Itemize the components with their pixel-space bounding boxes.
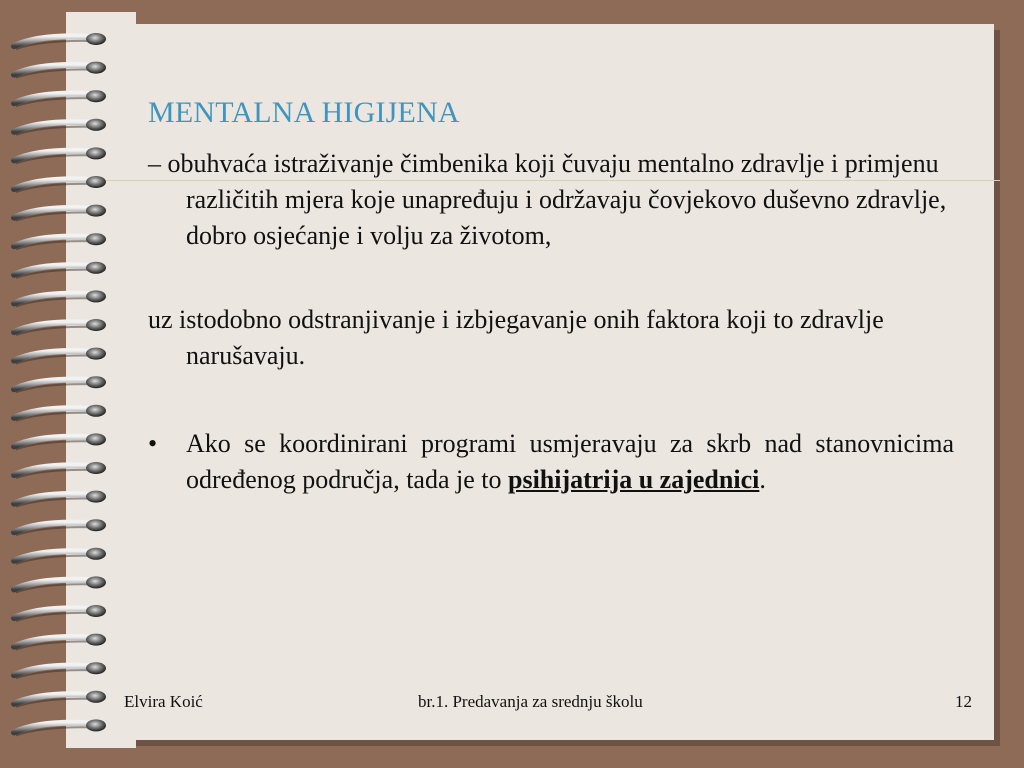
spiral-ring	[14, 662, 106, 678]
spiral-ring	[14, 719, 106, 735]
bullet-text-block	[148, 426, 954, 498]
spiral-ring	[14, 176, 106, 192]
footer-author: Elvira Koić	[124, 692, 203, 711]
footer-page-number: 12	[955, 692, 972, 711]
spiral-ring	[14, 33, 106, 49]
spiral-ring	[14, 519, 106, 535]
spiral-ring	[14, 433, 106, 449]
bullet-suffix: .	[759, 465, 766, 494]
spiral-ring	[14, 319, 106, 335]
slide-paper	[66, 24, 994, 740]
spiral-ring	[14, 634, 106, 650]
spiral-ring	[14, 548, 106, 564]
spiral-binding	[0, 0, 112, 768]
spiral-ring	[14, 491, 106, 507]
bullet-text: Ako se koordinirani programi usmjeravaju za skrb nad stanovnicima određenog područja, tada je to	[186, 429, 954, 494]
bullet-emphasis: psihijatrija u zajednici	[508, 465, 760, 494]
bullet-marker: •	[148, 429, 158, 458]
spiral-ring	[14, 119, 106, 135]
spiral-ring	[14, 376, 106, 392]
spiral-ring	[14, 233, 106, 249]
spiral-ring	[14, 691, 106, 707]
definition-paragraph: – obuhvaća istraživanje čimbenika koji čuvaju mentalno zdravlje i primjenu različitih mjera koje unapređuju i održavaju čovjekovo duševno zdravlje, dobro osjećanje i volju za životom,	[148, 149, 947, 250]
spiral-ring	[14, 262, 106, 278]
spiral-ring	[14, 62, 106, 78]
spiral-ring	[14, 205, 106, 221]
spiral-ring	[14, 348, 106, 364]
continuation-paragraph: uz istodobno odstranjivanje i izbjegavanje onih faktora koji to zdravlje narušavaju.	[148, 305, 884, 370]
footer-course: br.1. Predavanja za srednju školu	[418, 692, 643, 711]
spiral-ring	[14, 405, 106, 421]
spiral-ring	[14, 576, 106, 592]
bullet-item	[148, 426, 954, 498]
slide-title: MENTALNA HIGIJENA	[148, 96, 460, 129]
spiral-ring	[14, 147, 106, 163]
spiral-ring	[14, 90, 106, 106]
spiral-ring	[14, 605, 106, 621]
spiral-ring	[14, 290, 106, 306]
spiral-ring	[14, 462, 106, 478]
